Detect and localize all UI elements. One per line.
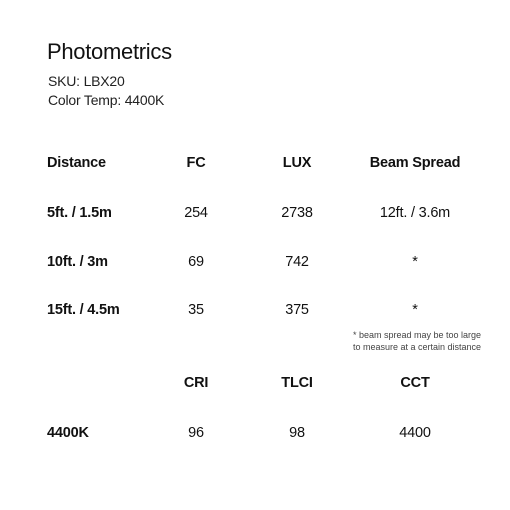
footnote-line: to measure at a certain distance [352,342,482,352]
header-distance: Distance [47,155,106,171]
header-fc: FC [186,155,206,171]
beam-spread-cell: * [412,254,418,270]
fc-cell: 254 [184,205,208,221]
header-tlci: TLCI [281,375,313,391]
header-beam-spread: Beam Spread [369,155,461,171]
beam-spread-cell: 12ft. / 3.6m [379,205,451,221]
fc-cell: 69 [188,254,204,270]
lux-cell: 2738 [281,205,313,221]
distance-cell: 10ft. / 3m [47,254,108,270]
lux-cell: 742 [285,254,309,270]
header-cct: CCT [400,375,430,391]
distance-cell: 15ft. / 4.5m [47,302,120,318]
color-temp-label: Color Temp: 4400K [48,92,165,108]
fc-cell: 35 [188,302,204,318]
tlci-value: 98 [289,425,305,441]
row-label-4400k: 4400K [47,425,89,441]
cri-value: 96 [188,425,204,441]
distance-cell: 5ft. / 1.5m [47,205,112,221]
beam-spread-footnote [353,329,481,353]
cct-value: 4400 [399,425,431,441]
page-title: Photometrics [47,39,172,64]
beam-spread-cell: * [412,302,418,318]
sku-label: SKU: LBX20 [48,73,125,89]
header-lux: LUX [282,155,312,171]
lux-cell: 375 [285,302,309,318]
footnote-line: * beam spread may be too large [352,330,482,340]
header-cri: CRI [183,375,209,391]
